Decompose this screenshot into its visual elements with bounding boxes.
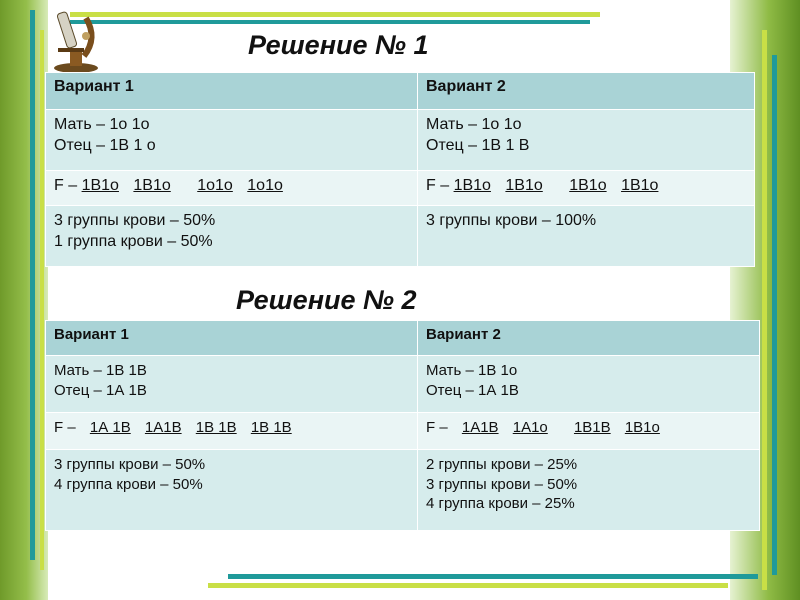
mother-genotype: Мать – 1В 1о [426,362,518,379]
father-genotype: Отец – 1А 1В [426,381,519,399]
blood-group-result: 3 группы крови – 50% [54,456,206,473]
offspring-row [46,413,760,450]
offspring-genotype: 1А1о [512,419,548,436]
offspring-prefix: F – [426,419,448,436]
blood-group-result: 4 группа крови – 50% [54,475,203,493]
offspring-prefix: F – [54,177,78,194]
decor-stripe-left [30,10,35,560]
variant2-offspring [418,413,760,450]
table-header-row [46,73,755,110]
offspring-genotype: 1В1о [624,419,660,436]
offspring-genotype: 1В 1В [195,419,237,436]
offspring-genotype: 1о1о [247,177,283,194]
parents-row [46,110,755,171]
offspring-prefix: F – [426,177,450,194]
variant2-header: Вариант 2 [418,73,755,110]
variant1-offspring [46,171,418,206]
decor-stripe-top [70,20,590,24]
result-row [46,206,755,267]
solution1-title: Решение № 1 [248,30,429,60]
blood-group-result: 4 группа крови – 25% [426,495,575,512]
father-genotype: Отец – 1В 1 о [54,136,156,154]
solution2-title: Решение № 2 [236,285,417,315]
offspring-genotype: 1В 1В [250,419,292,436]
decor-stripe-bottom [208,583,728,588]
parents-row [46,356,760,413]
variant2-result [418,206,755,267]
offspring-genotype: 1А 1В [89,419,131,436]
offspring-genotype: 1В1о [621,177,659,194]
blood-group-result: 1 группа крови – 50% [54,232,213,250]
offspring-genotype: 1о1о [197,177,233,194]
offspring-genotype: 1В1о [133,177,171,194]
variant1-parents [46,110,418,171]
decor-stripe-left [40,30,44,570]
mother-genotype: Мать – 1о 1о [54,116,150,133]
blood-group-result: 3 группы крови – 50% [54,212,216,229]
variant2-parents [418,356,760,413]
variant2-offspring [418,171,755,206]
offspring-genotype: 1А1В [461,419,499,436]
blood-group-result: 2 группы крови – 25% [426,456,578,473]
result-row [46,450,760,531]
variant1-offspring [46,413,418,450]
variant1-parents [46,356,418,413]
offspring-genotype: 1А1В [144,419,182,436]
mother-genotype: Мать – 1о 1о [426,116,522,133]
solution2-table [45,320,760,531]
father-genotype: Отец – 1А 1В [54,381,147,399]
variant1-header: Вариант 1 [46,73,418,110]
decor-stripe-right [772,55,777,575]
offspring-genotype: 1В1о [453,177,491,194]
offspring-genotype: 1В1В [573,419,611,436]
mother-genotype: Мать – 1В 1В [54,362,147,379]
offspring-row [46,171,755,206]
variant2-header: Вариант 2 [418,321,760,356]
variant1-result [46,450,418,531]
variant2-parents [418,110,755,171]
decor-stripe-right [762,30,767,590]
solution1-table [45,72,755,267]
offspring-genotype: 1В1о [505,177,543,194]
decor-stripe-bottom [228,574,758,579]
variant2-result [418,450,760,531]
offspring-genotype: 1В1о [569,177,607,194]
offspring-genotype: 1В1о [81,177,119,194]
microscope-icon [46,8,106,74]
table-header-row [46,321,760,356]
father-genotype: Отец – 1В 1 В [426,136,530,154]
variant1-result [46,206,418,267]
offspring-prefix: F – [54,419,76,436]
blood-group-result: 3 группы крови – 50% [426,475,578,493]
decor-stripe-top [70,12,600,17]
variant1-header: Вариант 1 [46,321,418,356]
blood-group-result: 3 группы крови – 100% [426,212,597,229]
